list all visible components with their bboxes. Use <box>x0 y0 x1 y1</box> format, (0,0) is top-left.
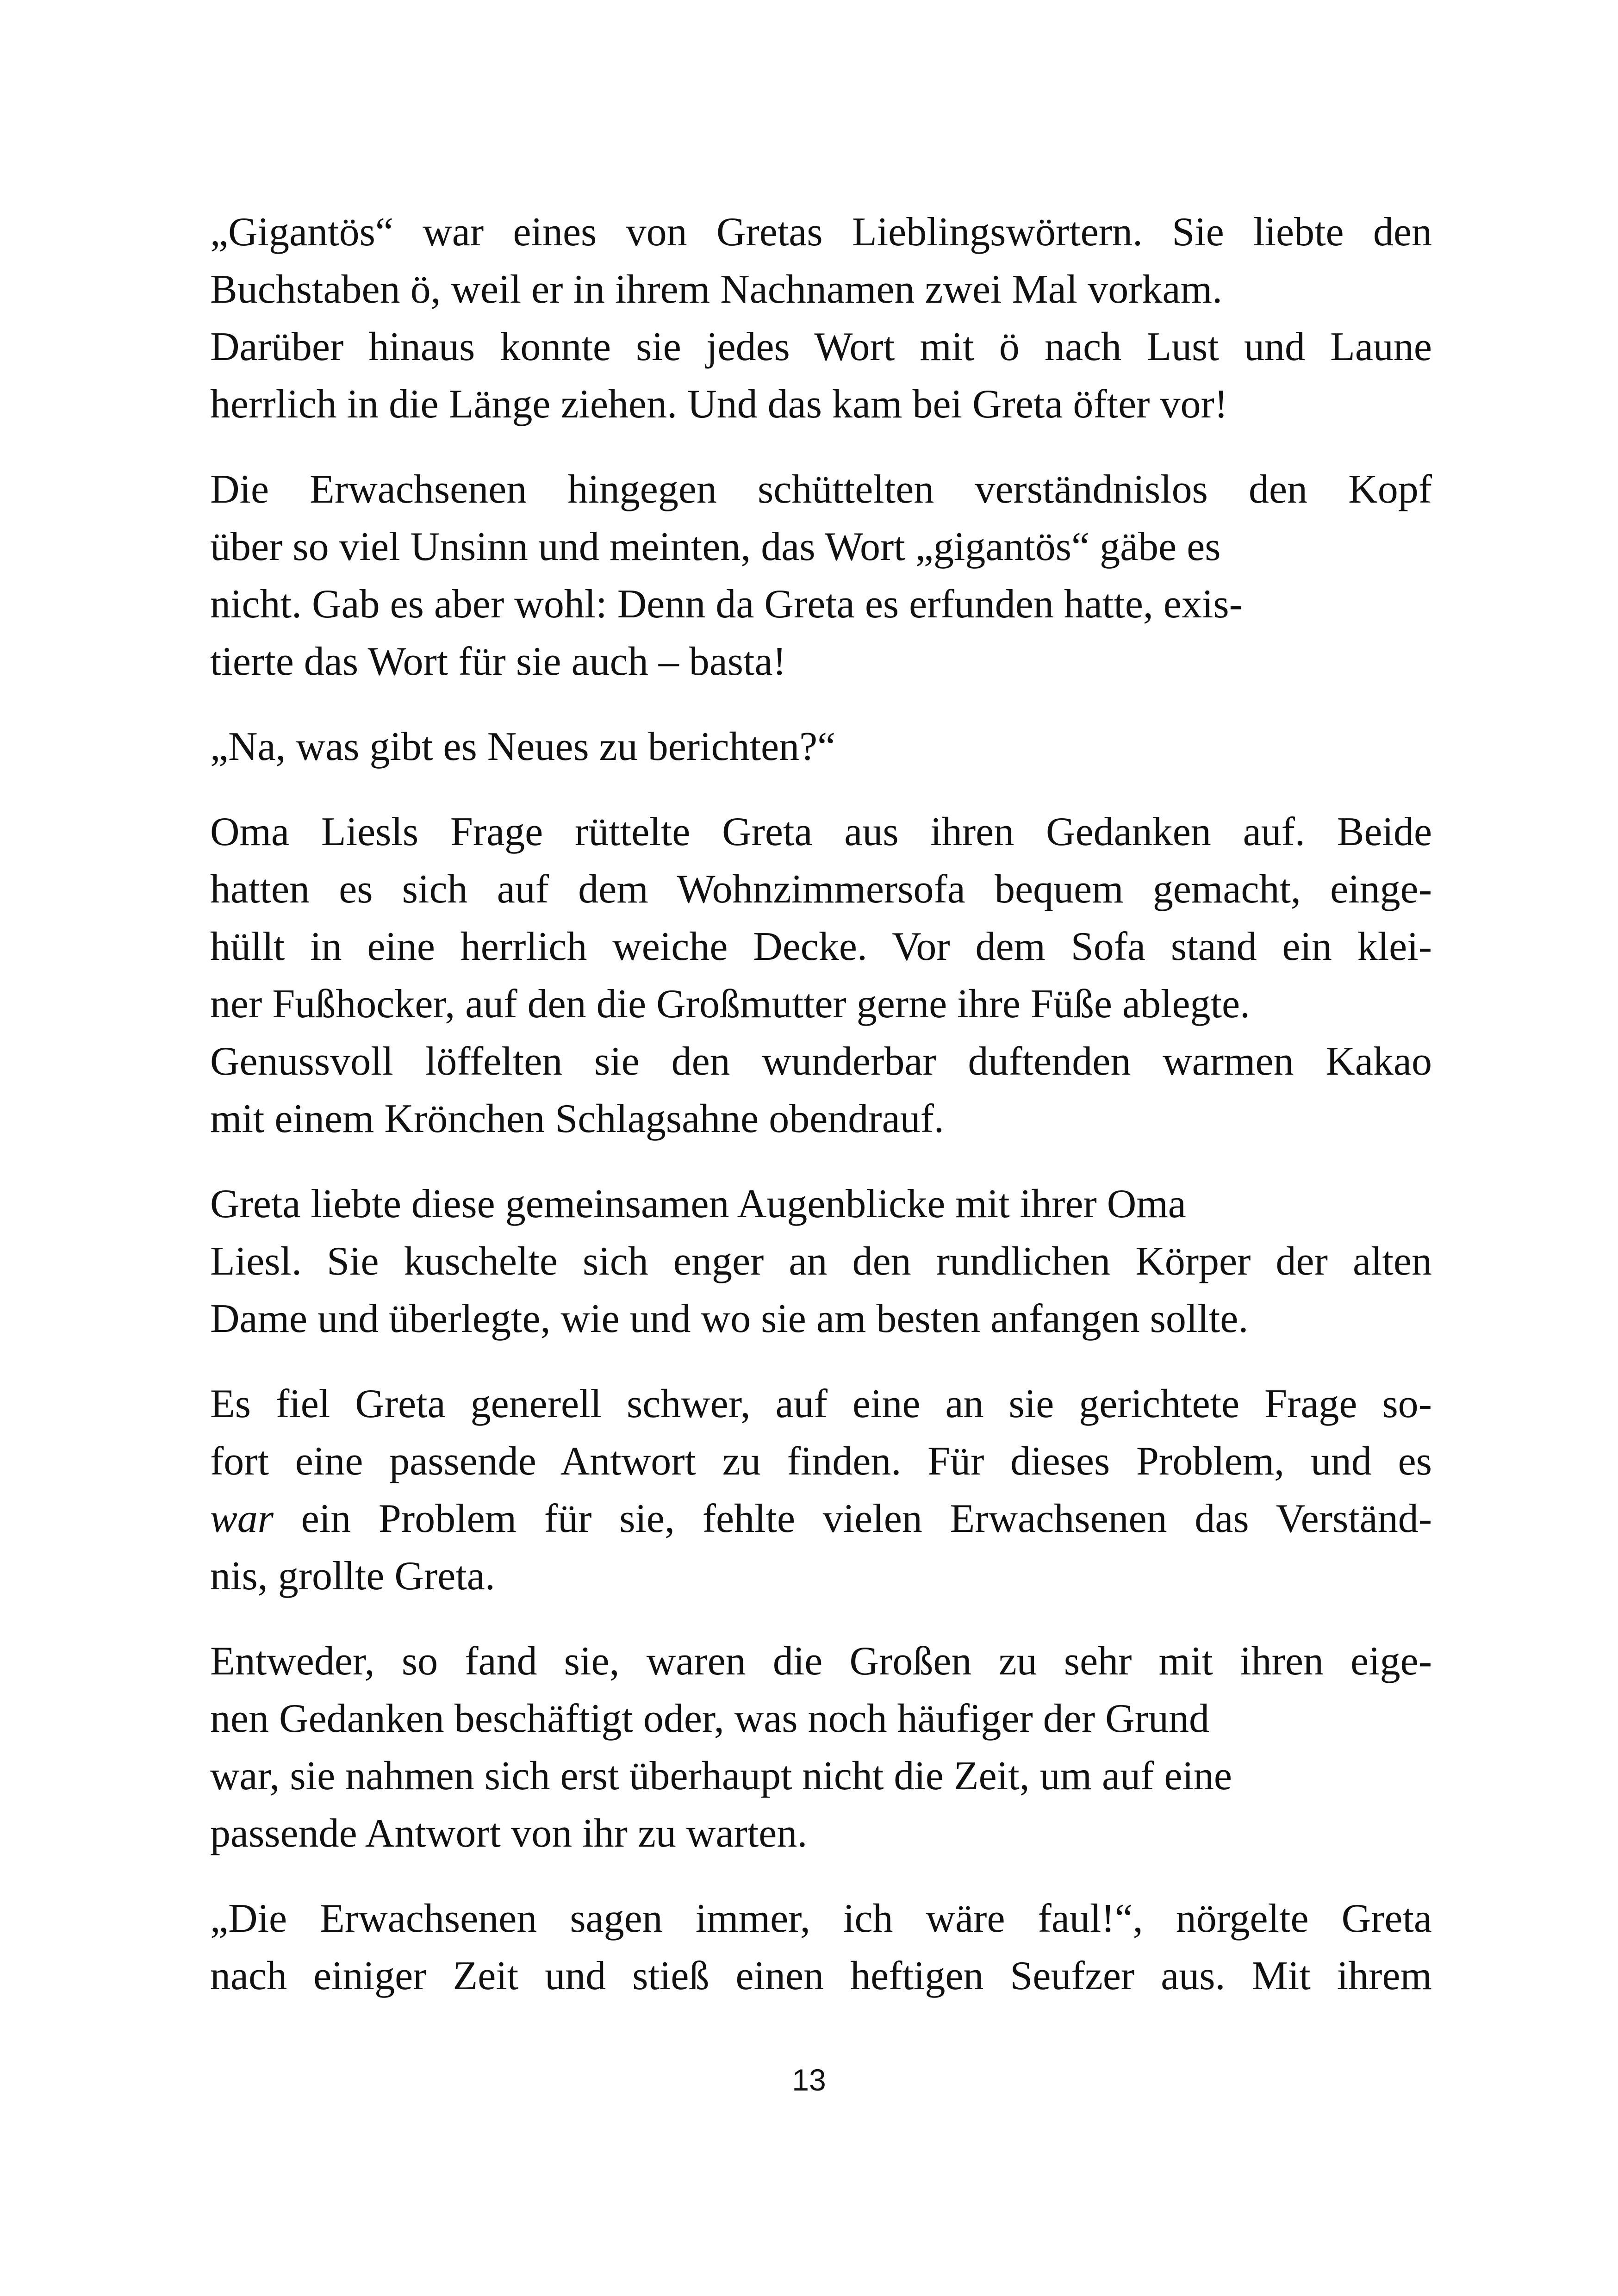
text-line: „Na, was gibt es Neues zu berichten?“ <box>210 724 836 769</box>
text-line: mit einem Krönchen Schlagsahne obendrauf. <box>210 1096 944 1141</box>
body-text <box>210 204 1432 2005</box>
text-line: Es fiel Greta generell schwer, auf eine an sie gerichtete Frage so- <box>210 1381 1432 1426</box>
paragraph-5 <box>210 1176 1432 1348</box>
page-number: 13 <box>792 2063 826 2097</box>
text-line: Darüber hinaus konnte sie jedes Wort mit ö nach Lust und Laune <box>210 324 1432 369</box>
text-line: nis, grollte Greta. <box>210 1554 495 1599</box>
text-line: herrlich in die Länge ziehen. Und das kam bei Greta öfter vor! <box>210 382 1228 427</box>
text-line: nach einiger Zeit und stieß einen heftigen Seufzer aus. Mit ihrem <box>210 1954 1432 1998</box>
text-line-rest: ein Problem für sie, fehlte vielen Erwachsenen das Verständ- <box>273 1496 1432 1541</box>
text-line: fort eine passende Antwort zu finden. Für dieses Problem, und es <box>210 1439 1432 1484</box>
paragraph-6 <box>210 1375 1432 1605</box>
text-line: passende Antwort von ihr zu warten. <box>210 1811 808 1856</box>
text-line: Entweder, so fand sie, waren die Großen zu sehr mit ihren eige- <box>210 1639 1432 1684</box>
paragraph-1 <box>210 204 1432 433</box>
emphasis-text: war <box>210 1496 274 1541</box>
text-line: hüllt in eine herrlich weiche Decke. Vor dem Sofa stand ein klei- <box>210 924 1432 969</box>
text-line <box>210 1490 1432 1548</box>
paragraph-2 <box>210 461 1432 691</box>
text-line: Dame und überlegte, wie und wo sie am besten anfangen sollte. <box>210 1296 1249 1341</box>
text-line: tierte das Wort für sie auch – basta! <box>210 639 786 684</box>
text-line: nen Gedanken beschäftigt oder, was noch häufiger der Grund <box>210 1696 1210 1741</box>
text-line: „Die Erwachsenen sagen immer, ich wäre faul!“, nörgelte Greta <box>210 1896 1432 1941</box>
text-line: hatten es sich auf dem Wohnzimmersofa bequem gemacht, einge- <box>210 867 1432 912</box>
text-line: Buchstaben ö, weil er in ihrem Nachnamen zwei Mal vorkam. <box>210 267 1223 312</box>
text-line: „Gigantös“ war eines von Gretas Lieblingswörtern. Sie liebte den <box>210 210 1432 255</box>
paragraph-8 <box>210 1890 1432 2005</box>
text-line: Liesl. Sie kuschelte sich enger an den rundlichen Körper der alten <box>210 1239 1432 1284</box>
text-line: Oma Liesls Frage rüttelte Greta aus ihren Gedanken auf. Beide <box>210 809 1432 854</box>
text-line: nicht. Gab es aber wohl: Denn da Greta es erfunden hatte, exis- <box>210 582 1243 627</box>
text-line: Greta liebte diese gemeinsamen Augenblicke mit ihrer Oma <box>210 1182 1186 1226</box>
paragraph-7 <box>210 1633 1432 1862</box>
text-line: war, sie nahmen sich erst überhaupt nicht die Zeit, um auf eine <box>210 1754 1232 1798</box>
paragraph-3 <box>210 718 1432 776</box>
text-line: ner Fußhocker, auf den die Großmutter gerne ihre Füße ablegte. <box>210 982 1251 1027</box>
paragraph-4 <box>210 803 1432 1148</box>
text-line: Genussvoll löffelten sie den wunderbar duftenden warmen Kakao <box>210 1039 1432 1084</box>
text-line: Die Erwachsenen hingegen schüttelten verständnislos den Kopf <box>210 467 1432 512</box>
text-line: über so viel Unsinn und meinten, das Wort „gigantös“ gäbe es <box>210 524 1221 569</box>
